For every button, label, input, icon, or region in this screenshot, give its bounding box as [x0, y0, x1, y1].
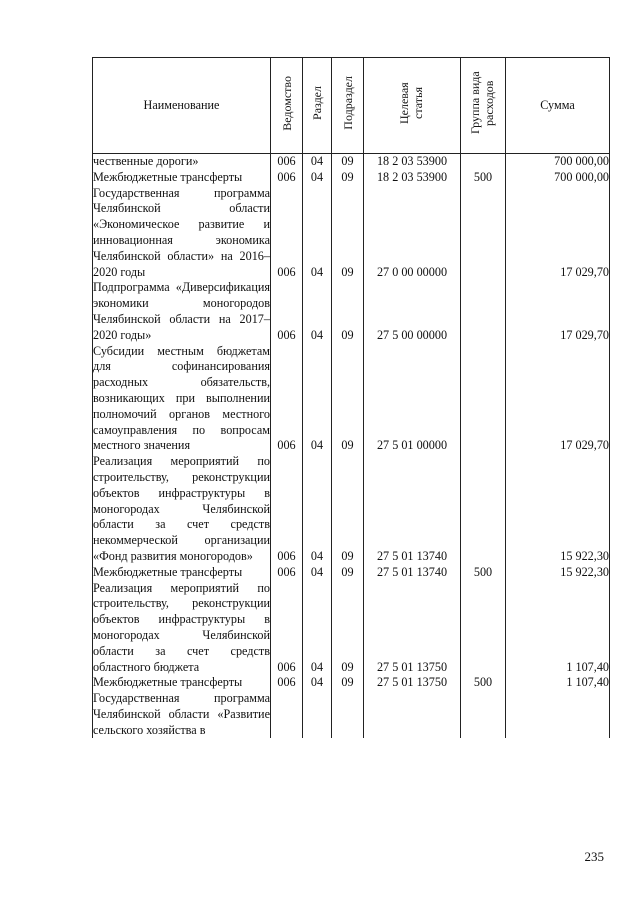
row-razdel: 04 [303, 565, 332, 581]
row-summa: 700 000,00 [506, 154, 610, 170]
row-summa: 17 029,70 [506, 186, 610, 281]
row-podrazdel: 09 [332, 344, 364, 455]
row-vedomstvo: 006 [271, 454, 303, 565]
row-name: Государственная программа Челябинской области «Развитие сельского хозяйства в [93, 691, 270, 737]
table-row [93, 186, 610, 281]
row-razdel: 04 [303, 581, 332, 676]
row-celevaya-statya: 27 5 00 00000 [364, 280, 461, 343]
row-name: Межбюджетные трансферты [93, 675, 271, 691]
table-row [93, 170, 610, 186]
row-razdel: 04 [303, 170, 332, 186]
row-vedomstvo: 006 [271, 280, 303, 343]
budget-table [92, 57, 610, 738]
table-body [93, 154, 610, 739]
row-celevaya-statya: 18 2 03 53900 [364, 170, 461, 186]
table-row [93, 565, 610, 581]
header-name: Наименование [93, 58, 271, 154]
row-name: Реализация мероприятий по строительству, реконструкции объектов инфраструктуры в моногородах Челябинской области за счет средств областного бюджета [93, 580, 270, 674]
row-summa: 1 107,40 [506, 581, 610, 676]
row-name: чественные дороги» [93, 154, 271, 170]
row-gruppa [461, 186, 506, 281]
row-gruppa: 500 [461, 565, 506, 581]
table-row [93, 454, 610, 565]
row-name: Государственная программа Челябинской области «Экономическое развитие и инновационная экономика Челябинской области» на 2016–2020 годы [93, 185, 270, 279]
row-summa: 17 029,70 [506, 344, 610, 455]
row-vedomstvo: 006 [271, 170, 303, 186]
row-celevaya-statya: 27 5 01 13750 [364, 675, 461, 691]
row-razdel: 04 [303, 154, 332, 170]
header-gruppa-vida-rashodov: Группа вида расходов [461, 58, 506, 154]
row-summa: 17 029,70 [506, 280, 610, 343]
row-podrazdel: 09 [332, 565, 364, 581]
table-row [93, 691, 610, 738]
row-celevaya-statya: 27 0 00 00000 [364, 186, 461, 281]
header-summa: Сумма [506, 58, 610, 154]
row-podrazdel: 09 [332, 675, 364, 691]
row-name: Межбюджетные трансферты [93, 565, 271, 581]
row-gruppa [461, 454, 506, 565]
row-gruppa: 500 [461, 170, 506, 186]
row-razdel: 04 [303, 344, 332, 455]
row-vedomstvo: 006 [271, 344, 303, 455]
row-celevaya-statya: 27 5 01 00000 [364, 344, 461, 455]
header-razdel: Раздел [303, 58, 332, 154]
row-gruppa: 500 [461, 675, 506, 691]
row-summa: 15 922,30 [506, 565, 610, 581]
row-gruppa [461, 280, 506, 343]
row-podrazdel [332, 691, 364, 738]
row-razdel: 04 [303, 186, 332, 281]
table-row [93, 344, 610, 455]
header-celevaya-statya: Целевая статья [364, 58, 461, 154]
table-row [93, 581, 610, 676]
row-vedomstvo: 006 [271, 675, 303, 691]
row-vedomstvo: 006 [271, 581, 303, 676]
header-podrazdel: Подраздел [332, 58, 364, 154]
row-podrazdel: 09 [332, 581, 364, 676]
row-podrazdel: 09 [332, 280, 364, 343]
table-row [93, 154, 610, 170]
header-vedomstvo: Ведомство [271, 58, 303, 154]
row-razdel: 04 [303, 454, 332, 565]
row-gruppa [461, 581, 506, 676]
row-vedomstvo [271, 691, 303, 738]
row-podrazdel: 09 [332, 186, 364, 281]
row-celevaya-statya: 27 5 01 13740 [364, 454, 461, 565]
row-podrazdel: 09 [332, 454, 364, 565]
row-razdel: 04 [303, 280, 332, 343]
row-vedomstvo: 006 [271, 154, 303, 170]
row-summa: 700 000,00 [506, 170, 610, 186]
row-name: Межбюджетные трансферты [93, 170, 271, 186]
row-celevaya-statya: 27 5 01 13740 [364, 565, 461, 581]
row-summa [506, 691, 610, 738]
row-gruppa [461, 691, 506, 738]
row-summa: 15 922,30 [506, 454, 610, 565]
row-name: Субсидии местным бюджетам для софинансирования расходных обязательств, возникающих при выполнении полномочий органов местного самоуправления по вопросам местного значения [93, 343, 270, 453]
row-vedomstvo: 006 [271, 186, 303, 281]
row-razdel: 04 [303, 675, 332, 691]
row-summa: 1 107,40 [506, 675, 610, 691]
row-name: Подпрограмма «Диверсификация экономики моногородов Челябинской области на 2017–2020 годы» [93, 280, 270, 342]
row-gruppa [461, 154, 506, 170]
row-podrazdel: 09 [332, 154, 364, 170]
row-name: Реализация мероприятий по строительству, реконструкции объектов инфраструктуры в моногородах Челябинской области за счет средств некоммерческой организации «Фонд развития моногородов» [93, 454, 270, 563]
row-celevaya-statya: 27 5 01 13750 [364, 581, 461, 676]
row-podrazdel: 09 [332, 170, 364, 186]
table-row [93, 280, 610, 343]
row-gruppa [461, 344, 506, 455]
row-vedomstvo: 006 [271, 565, 303, 581]
row-razdel [303, 691, 332, 738]
page-number: 235 [584, 849, 604, 864]
row-celevaya-statya: 18 2 03 53900 [364, 154, 461, 170]
row-celevaya-statya [364, 691, 461, 738]
table-row [93, 675, 610, 691]
table-header [93, 58, 610, 154]
